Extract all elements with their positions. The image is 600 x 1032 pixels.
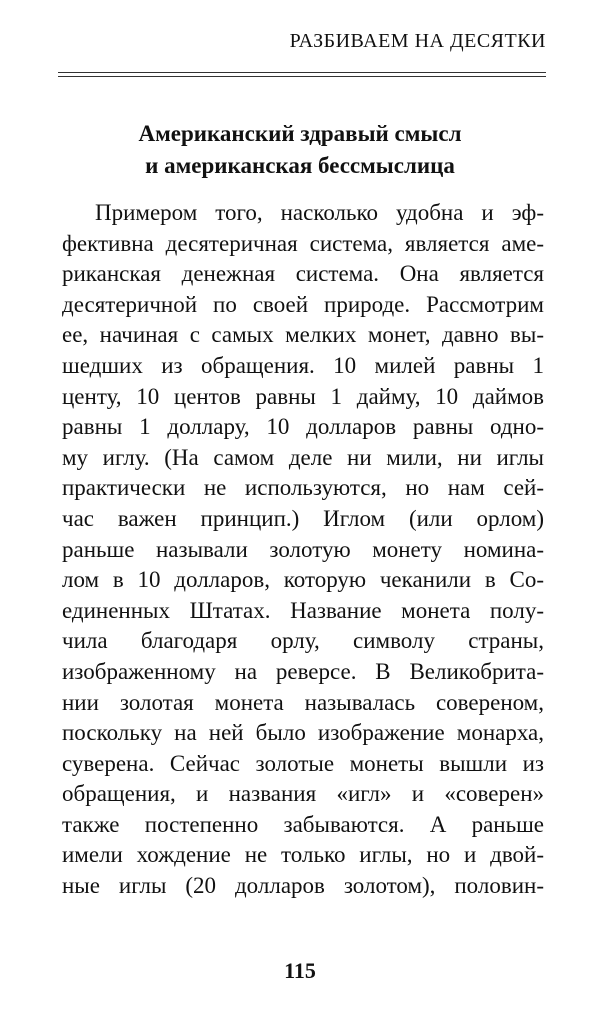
- text-line: имели хождение не только иглы, но и двой-: [62, 842, 544, 868]
- text-line: равны 1 доллару, 10 долларов равны одно-: [62, 414, 544, 440]
- text-line: поскольку на ней было изображение монарха,: [62, 720, 544, 746]
- text-line: центу, 10 центов равны 1 дайму, 10 даймов: [62, 383, 544, 409]
- text-line: ее, начиная с самых мелких монет, давно вы-: [62, 322, 544, 348]
- text-line: Примером того, насколько удобна и эф-: [95, 200, 544, 225]
- text-line: изображенному на реверсе. В Великобрита-: [62, 658, 544, 684]
- section-title-line: и американская бессмыслица: [145, 153, 455, 178]
- text-line: лом в 10 долларов, которую чеканили в Со-: [62, 567, 544, 593]
- text-line: суверена. Сейчас золотые монеты вышли из: [62, 750, 544, 776]
- text-line: десятеричной по своей природе. Рассмотрим: [62, 291, 544, 317]
- text-line: нии золотая монета называлась совереном,: [62, 689, 544, 715]
- running-head: РАЗБИВАЕМ НА ДЕСЯТКИ: [289, 30, 546, 52]
- text-line: единенных Штатах. Название монета полу-: [62, 597, 544, 623]
- text-line: чила благодаря орлу, символу страны,: [62, 628, 544, 654]
- text-line: час важен принцип.) Иглом (или орлом): [62, 505, 544, 531]
- text-line: обращения, и названия «игл» и «соверен»: [62, 781, 544, 807]
- text-line: шедших из обращения. 10 милей равны 1: [62, 352, 544, 378]
- text-line: ные иглы (20 долларов золотом), половин-: [62, 873, 544, 899]
- body-paragraph: [62, 198, 544, 902]
- header-rule-secondary: [58, 76, 546, 77]
- text-line: фективна десятеричная система, является аме-: [62, 230, 544, 256]
- text-line: му иглу. (На самом деле ни мили, ни иглы: [62, 444, 544, 470]
- section-title: [0, 118, 600, 182]
- text-line: риканская денежная система. Она является: [62, 261, 544, 287]
- text-line: практически не используются, но нам сей-: [62, 475, 544, 501]
- text-line: также постепенно забываются. А раньше: [62, 811, 544, 837]
- text-line: раньше называли золотую монету номина-: [62, 536, 544, 562]
- section-title-line: Американский здравый смысл: [138, 121, 462, 146]
- header-rule: [58, 72, 546, 73]
- page-number: 115: [284, 958, 316, 983]
